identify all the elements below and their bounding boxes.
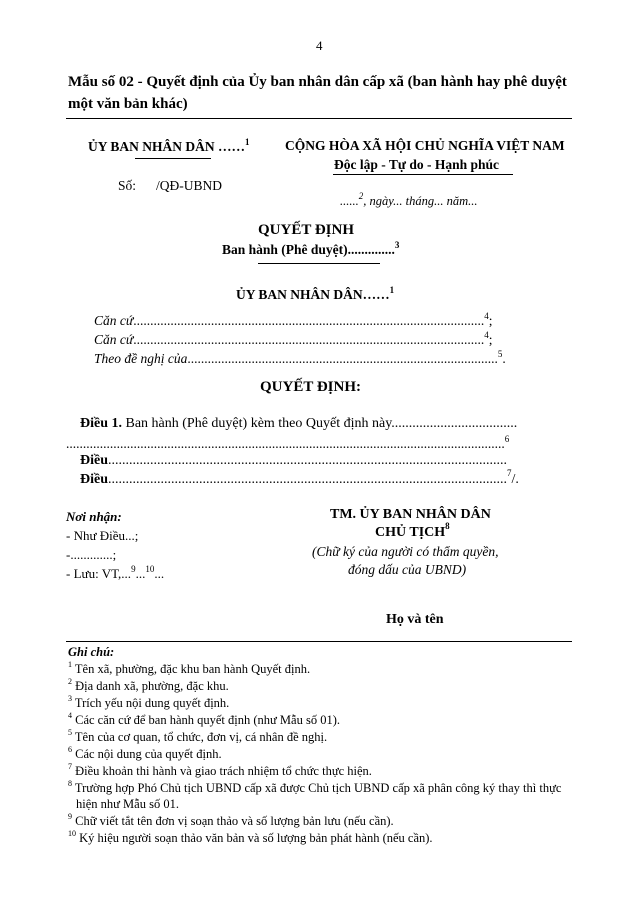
note-4: $^4$ Các căn cứ để ban hành quyết định (như Mẫu số 01). <box>68 710 340 727</box>
note-10: $^{10}$ Ký hiệu người soạn thảo văn bản và số lượng bản phát hành (nếu cần). <box>68 828 433 845</box>
notes-title: Ghi chú: <box>68 645 115 659</box>
signature-line-1: TM. ỦY BAN NHÂN DÂN <box>330 507 491 522</box>
decide-heading: QUYẾT ĐỊNH: <box>260 379 361 395</box>
article-1: Điều 1. Ban hành (Phê duyệt) kèm theo Quyết định này.................................... <box>80 416 518 431</box>
note-3: $^3$ Trích yếu nội dung quyết định. <box>68 693 230 710</box>
signature-line-3: (Chữ ký của người có thẩm quyền, <box>312 544 499 559</box>
article-1-continuation: ..................................................................................................................................$^6$ <box>66 433 510 451</box>
issuing-authority: ỦY BAN NHÂN DÂN……$^1$ <box>236 284 395 302</box>
national-motto: Độc lập - Tự do - Hạnh phúc <box>334 157 500 172</box>
note-9: $^9$ Chữ viết tắt tên đơn vị soạn thảo và số lượng bản lưu (nếu cần). <box>68 811 394 828</box>
form-title-line1: Mẫu số 02 - Quyết định của Ủy ban nhân dân cấp xã (ban hành hay phê duyệt <box>68 74 567 90</box>
signer-name: Họ và tên <box>386 612 444 627</box>
national-title: CỘNG HÒA XÃ HỘI CHỦ NGHĨA VIỆT NAM <box>285 138 565 153</box>
note-6: $^6$ Các nội dung của quyết định. <box>68 744 222 761</box>
recipient-line-2: -.............; <box>66 547 117 562</box>
note-1: $^1$ Tên xã, phường, đặc khu ban hành Quyết định. <box>68 659 311 676</box>
note-2: $^2$ Địa danh xã, phường, đặc khu. <box>68 676 229 693</box>
place-and-date: ......$^2$, ngày... tháng... năm... <box>340 190 478 208</box>
recipients-title: Nơi nhận: <box>66 509 122 524</box>
basis-line-1: Căn cứ........................................................................................................$^4$; <box>94 310 493 328</box>
document-number-code: /QĐ-UBND <box>156 178 222 193</box>
proposal-line: Theo đề nghị của............................................................................................$^5$. <box>94 348 506 366</box>
signature-line-4: đóng dấu của UBND) <box>348 562 467 577</box>
note-7: $^7$ Điều khoản thi hành và giao trách nhiệm tổ chức thực hiện. <box>68 761 372 778</box>
article-2: Điều.................................................................................................................. <box>80 453 507 468</box>
agency-underline <box>135 158 211 159</box>
basis-line-2: Căn cứ........................................................................................................$^4$; <box>94 329 493 347</box>
recipient-line-3: - Lưu: VT,...$^9$...$^{10}$... <box>66 563 165 581</box>
article-3: Điều..................................................................................................................$^7$/. <box>80 468 519 487</box>
page-number: 4 <box>316 38 323 53</box>
subject-underline <box>258 263 380 264</box>
notes-divider <box>66 641 572 642</box>
recipient-line-1: - Như Điều...; <box>66 528 139 543</box>
note-8-continuation: hiện như Mẫu số 01. <box>76 797 179 811</box>
signature-line-2: CHỦ TỊCH$^8$ <box>375 521 450 540</box>
issuing-agency: ỦY BAN NHÂN DÂN ……$^1$ <box>88 136 250 154</box>
document-number-label: Số: <box>118 178 137 193</box>
note-8: $^8$ Trường hợp Phó Chủ tịch UBND cấp xã được Chủ tịch UBND cấp xã phân công ký thay thì thực <box>68 778 562 795</box>
title-divider <box>66 118 572 119</box>
document-subject: Ban hành (Phê duyệt)..............$^3$ <box>222 239 400 257</box>
form-title-line2: một văn bản khác) <box>68 96 188 112</box>
document-type: QUYẾT ĐỊNH <box>258 222 354 238</box>
motto-underline <box>333 174 513 175</box>
note-5: $^5$ Tên của cơ quan, tổ chức, đơn vị, cá nhân đề nghị. <box>68 727 328 744</box>
